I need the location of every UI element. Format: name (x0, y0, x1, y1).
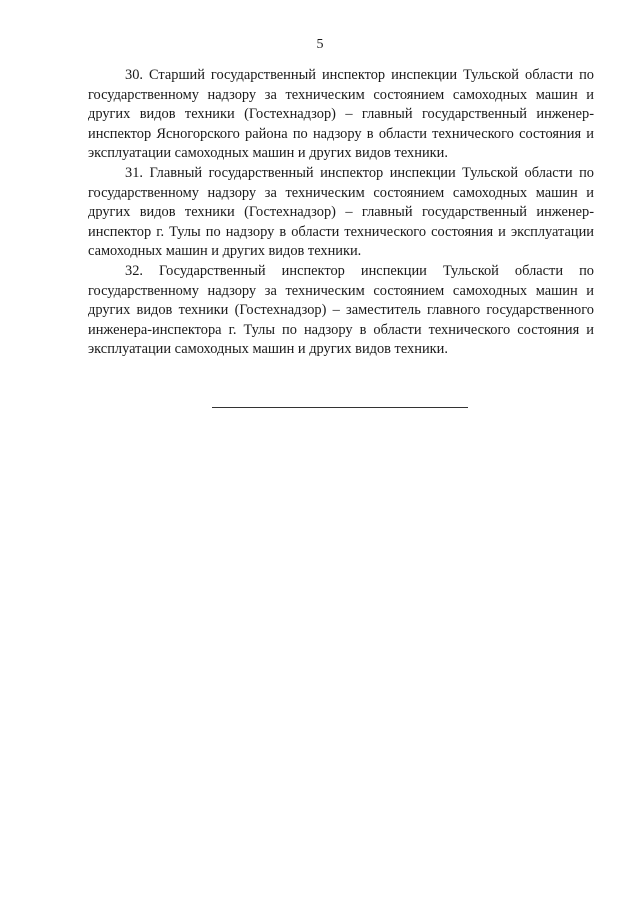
list-item-31: 31. Главный государственный инспектор инспекции Тульской области по государственному надзору за техническим состоянием самоходных машин и других видов техники (Гостехнадзор) – главный государственный инженер-инспектор г. Тулы по надзору в области технического состояния и эксплуатации самоходных машин и других видов техники. (88, 164, 594, 260)
list-item-32: 32. Государственный инспектор инспекции Тульской области по государственному надзору за техническим состоянием самоходных машин и других видов техники (Гостехнадзор) – заместитель главного государственного инженера-инспектора г. Тулы по надзору в области технического состояния и эксплуатации самоходных машин и других видов техники. (88, 262, 594, 358)
end-separator-line (212, 407, 468, 408)
document-body (88, 66, 594, 360)
list-item-30: 30. Старший государственный инспектор инспекции Тульской области по государственному надзору за техническим состоянием самоходных машин и других видов техники (Гостехнадзор) – главный государственный инженер-инспектор Ясногорского района по надзору в области технического состояния и эксплуатации самоходных машин и других видов техники. (88, 67, 594, 162)
page-number: 5 (316, 37, 324, 52)
